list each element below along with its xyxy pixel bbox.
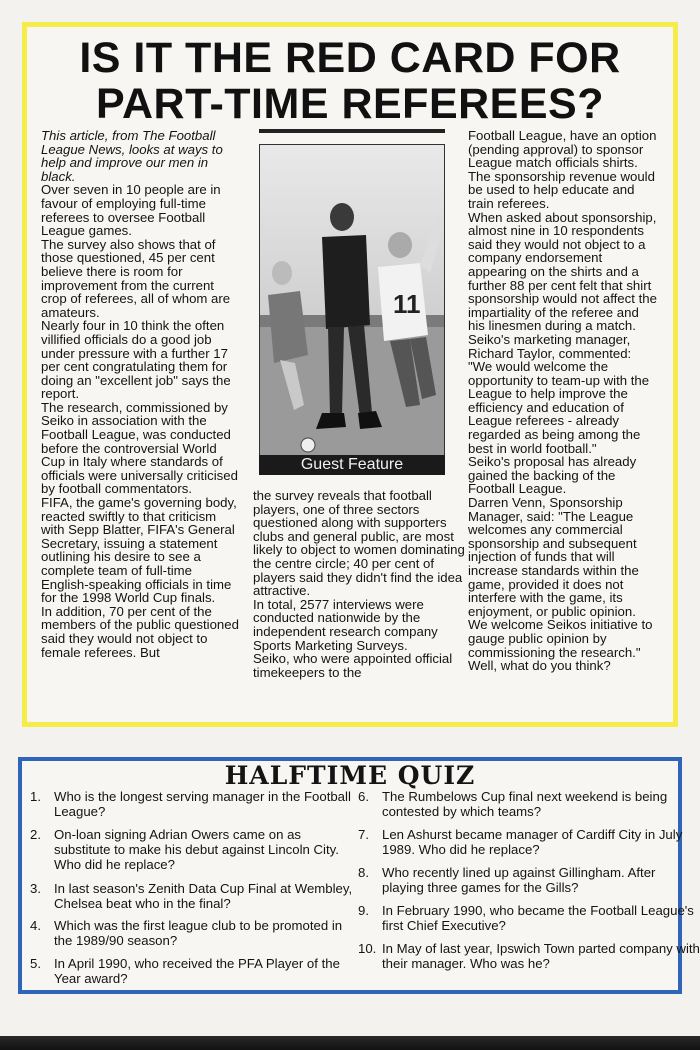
question-text: In April 1990, who received the PFA Player of the Year award?: [54, 956, 340, 986]
question-number: 5.: [30, 956, 41, 971]
question-text: The Rumbelows Cup final next weekend is being contested by which teams?: [382, 789, 668, 819]
paragraph: Seiko's marketing manager, Richard Taylor, commented: "We would welcome the opportunity to team-up with the League to help improve the efficiency and education of League referees - already regarded as being among the best in world football.": [468, 331, 650, 456]
question-text: In May of last year, Ipswich Town parted company with their manager. Who was he?: [382, 941, 700, 971]
page-bottom-edge: [0, 1036, 700, 1050]
question-text: Which was the first league club to be promoted in the 1989/90 season?: [54, 918, 343, 948]
headline-line-2: PART-TIME REFEREES?: [95, 80, 604, 128]
football-photo: [259, 144, 445, 464]
question-number: 1.: [30, 789, 41, 804]
headline-line-1: IS IT THE RED CARD FOR: [79, 34, 621, 82]
paragraph: In total, 2577 interviews were conducted nationwide by the independent research company Sports Marketing Surveys.: [253, 596, 438, 653]
headline: [27, 35, 673, 127]
paragraph: FIFA, the game's governing body, reacted swiftly to that criticism with Sepp Blatter, FIFA's General Secretary, issuing a statement outlining his desire to see a complete team of full-time English-speaking officials in time for the 1998 World Cup finals.: [41, 495, 237, 606]
question-number: 8.: [358, 865, 369, 880]
paragraph: Football League, have an option (pending approval) to sponsor League match officials shirts. The sponsorship revenue would be used to help educate and train referees.: [468, 128, 657, 211]
question-number: 3.: [30, 881, 41, 896]
article-column-1: [41, 129, 241, 659]
question-text: Who is the longest serving manager in the Football League?: [54, 789, 351, 819]
paragraph: When asked about sponsorship, almost nine in 10 respondents said they would not object to a company endorsement appearing on the shirts and a further 88 per cent felt that shirt sponsorship would not affect the impartiality of the referee and his linesmen during a match.: [468, 209, 657, 334]
question-text: Who recently lined up against Gillingham. After playing three games for the Gills?: [382, 865, 656, 895]
photo-caption: Guest Feature: [259, 455, 445, 475]
quiz-title: HALFTIME QUIZ: [224, 761, 476, 790]
paragraph: Darren Venn, Sponsorship Manager, said: "The League welcomes any commercial sponsorship and subsequent injection of funds that will increase standards within the game, provided it does not interfere with the game, its enjoyment, or public opinion. We welcome Seikos initiative to gauge public opinion by commissioning the research.": [468, 495, 653, 660]
halftime-quiz-box: [18, 757, 700, 994]
question-text: In February 1990, who became the Football League's first Chief Executive?: [382, 903, 694, 933]
column-rule: [259, 129, 445, 133]
paragraph: Seiko, who were appointed official timekeepers to the: [253, 651, 453, 680]
question-number: 7.: [358, 827, 369, 842]
question-text: On-loan signing Adrian Owers came on as substitute to make his debut against Lincoln City. Who did he replace?: [54, 827, 339, 872]
paragraph: The research, commissioned by Seiko in association with the Football League, was conducted before the controversial World Cup in Italy where standards of officials were universally criticised by football commentators.: [41, 399, 238, 497]
article-intro: This article, from The Football League News, looks at ways to help and improve our men in black.: [41, 128, 223, 184]
paragraph: Over seven in 10 people are in favour of employing full-time referees to oversee Football League games.: [41, 182, 221, 239]
paragraph: Nearly four in 10 think the often villified officials do a good job under pressure with a further 17 per cent congratulating them for doing an "excellent job" says the report.: [41, 318, 231, 402]
question-number: 10.: [358, 941, 377, 956]
question-number: 4.: [30, 918, 41, 933]
paragraph: In addition, 70 per cent of the members of the public questioned said they would not object to female referees. But: [41, 603, 239, 660]
paragraph: Seiko's proposal has already gained the backing of the Football League.: [468, 454, 637, 497]
question-text: Len Ashurst became manager of Cardiff City in July 1989. Who did he replace?: [382, 827, 683, 857]
question-number: 2.: [30, 827, 41, 842]
football-match-illustration: [260, 145, 445, 464]
paragraph: the survey reveals that football players, one of three sectors questioned along with supporters clubs and general public, are most likely to object to women dominating the centre circle; 40 per cent of players said they didn't find the idea attractive.: [253, 488, 465, 599]
svg-text:11: 11: [393, 289, 421, 319]
question-text: In last season's Zenith Data Cup Final at Wembley, Chelsea beat who in the final?: [54, 881, 353, 911]
paragraph: Well, what do you think?: [468, 658, 611, 674]
paragraph: The survey also shows that of those questioned, 45 per cent believe there is room for improvement from the current crop of referees, all of whom are amateurs.: [41, 236, 231, 320]
question-number: 6.: [358, 789, 369, 804]
article-box: [22, 22, 678, 727]
question-number: 9.: [358, 903, 369, 918]
article-column-3: [468, 129, 658, 673]
article-column-2: [253, 489, 465, 679]
